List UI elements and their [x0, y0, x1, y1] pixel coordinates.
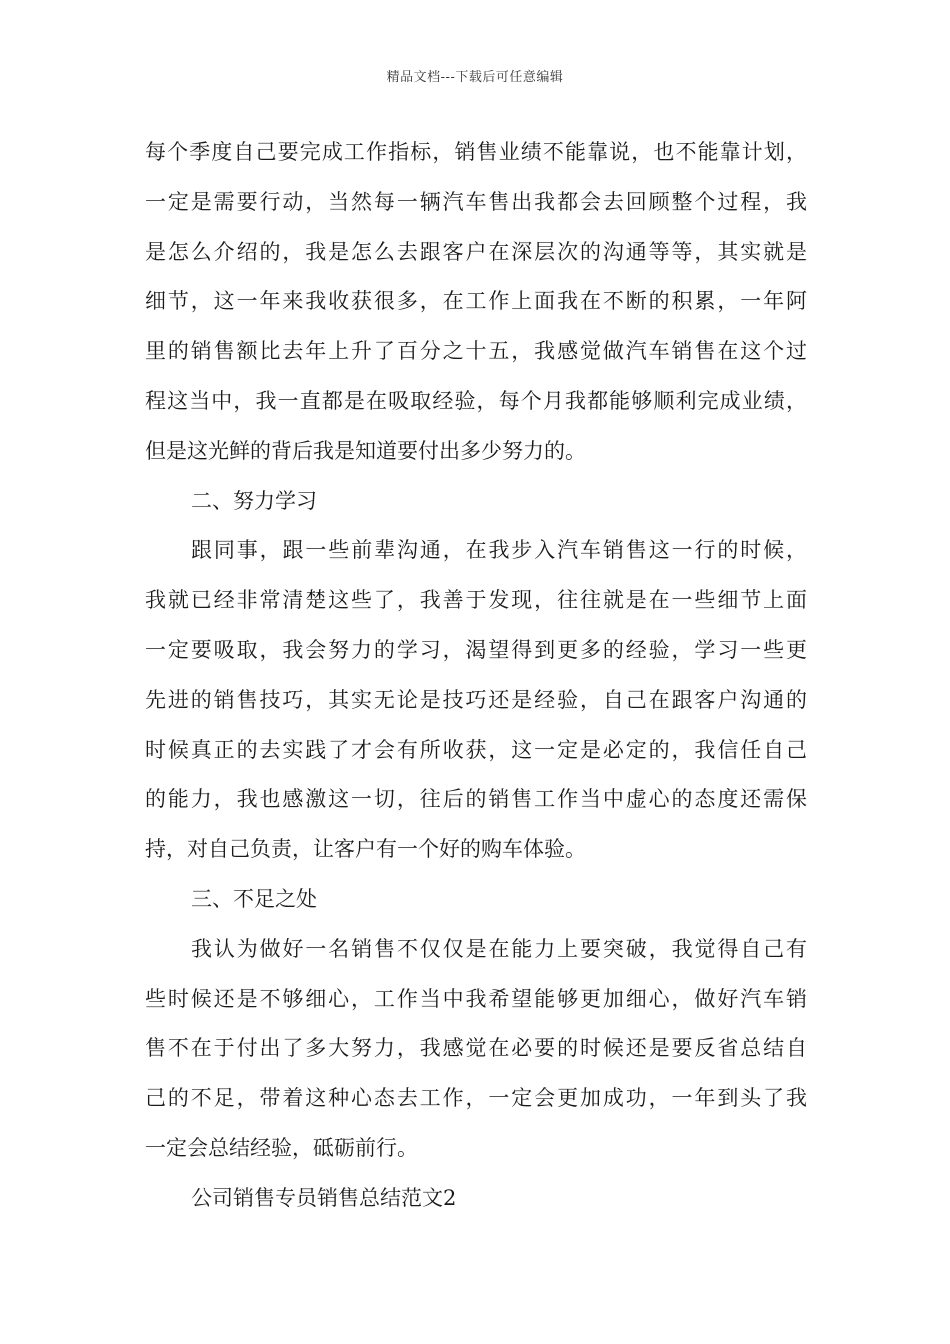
body-line-4: 细节，这一年来我收获很多，在工作上面我在不断的积累，一年阿	[145, 289, 807, 314]
document-subtitle: 公司销售专员销售总结范文2	[191, 1185, 457, 1210]
body-line-10: 我就已经非常清楚这些了，我善于发现，往往就是在一些细节上面	[145, 588, 807, 613]
body-line-14: 的能力，我也感激这一切，往后的销售工作当中虚心的态度还需保	[145, 787, 807, 812]
body-line-1: 每个季度自己要完成工作指标，销售业绩不能靠说，也不能靠计划，	[145, 140, 807, 164]
body-line-18: 些时候还是不够细心，工作当中我希望能够更加细心，做好汽车销	[145, 986, 807, 1011]
body-line-6: 程这当中，我一直都是在吸取经验，每个月我都能够顺利完成业绩，	[145, 388, 807, 413]
section-heading-study: 二、努力学习	[191, 488, 317, 513]
body-line-5: 里的销售额比去年上升了百分之十五，我感觉做汽车销售在这个过	[145, 339, 807, 364]
body-line-19: 售不在于付出了多大努力，我感觉在必要的时候还是要反省总结自	[145, 1036, 807, 1061]
document-body	[145, 128, 807, 1224]
body-line-12: 先进的销售技巧，其实无论是技巧还是经验，自己在跟客户沟通的	[145, 687, 807, 712]
body-line-3: 是怎么介绍的，我是怎么去跟客户在深层次的沟通等等，其实就是	[145, 239, 807, 264]
body-line-17: 我认为做好一名销售不仅仅是在能力上要突破，我觉得自己有	[191, 936, 807, 961]
section-heading-shortcomings: 三、不足之处	[191, 886, 317, 911]
body-line-13: 时候真正的去实践了才会有所收获，这一定是必定的，我信任自己	[145, 737, 807, 762]
body-line-2: 一定是需要行动，当然每一辆汽车售出我都会去回顾整个过程，我	[145, 189, 807, 214]
body-line-9: 跟同事，跟一些前辈沟通，在我步入汽车销售这一行的时候，	[191, 538, 807, 563]
page-header: 精品文档---下载后可任意编辑	[386, 70, 564, 85]
body-line-7: 但是这光鲜的背后我是知道要付出多少努力的。	[145, 438, 586, 463]
body-line-20: 己的不足，带着这种心态去工作，一定会更加成功，一年到头了我	[145, 1086, 807, 1111]
body-line-11: 一定要吸取，我会努力的学习，渴望得到更多的经验，学习一些更	[145, 637, 807, 662]
body-line-15: 持，对自己负责，让客户有一个好的购车体验。	[145, 837, 586, 862]
body-line-21: 一定会总结经验，砥砺前行。	[145, 1135, 418, 1160]
